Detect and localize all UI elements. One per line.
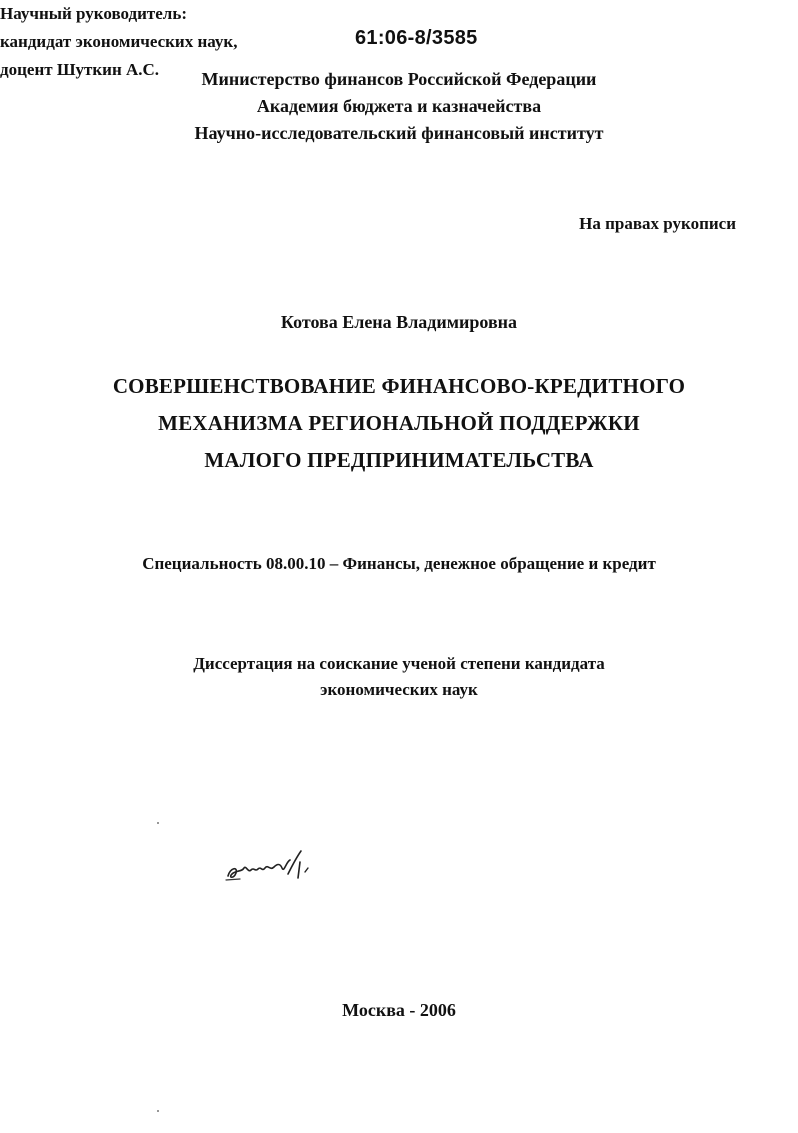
author-name: Котова Елена Владимировна (280, 312, 518, 332)
title-line-3: МАЛОГО ПРЕДПРИНИМАТЕЛЬСТВА (204, 448, 594, 472)
institution-line-ministry: Министерство финансов Российской Федерации (201, 69, 597, 89)
manuscript-note: На правах рукописи (579, 214, 736, 233)
institution-line-institute: Научно-исследовательский финансовый институт (194, 123, 604, 143)
dissertation-line-2: экономических наук (320, 680, 478, 699)
supervisor-heading: Научный руководитель: (0, 4, 187, 23)
specialty: Специальность 08.00.10 – Финансы, денежное обращение и кредит (142, 554, 656, 573)
scan-speck (157, 822, 159, 824)
supervisor-degree: кандидат экономических наук, (0, 32, 238, 51)
scan-speck (157, 1110, 159, 1112)
institution-line-academy: Академия бюджета и казначейства (256, 96, 542, 116)
city-year: Москва - 2006 (342, 1000, 456, 1020)
signature (224, 846, 319, 886)
supervisor-name: доцент Шуткин А.С. (0, 60, 160, 79)
dissertation-line-1: Диссертация на соискание ученой степени кандидата (193, 654, 605, 673)
title-line-1: СОВЕРШЕНСТВОВАНИЕ ФИНАНСОВО-КРЕДИТНОГО (112, 374, 686, 398)
title-line-2: МЕХАНИЗМА РЕГИОНАЛЬНОЙ ПОДДЕРЖКИ (158, 411, 640, 435)
document-code: 61:06-8/3585 (355, 27, 478, 49)
